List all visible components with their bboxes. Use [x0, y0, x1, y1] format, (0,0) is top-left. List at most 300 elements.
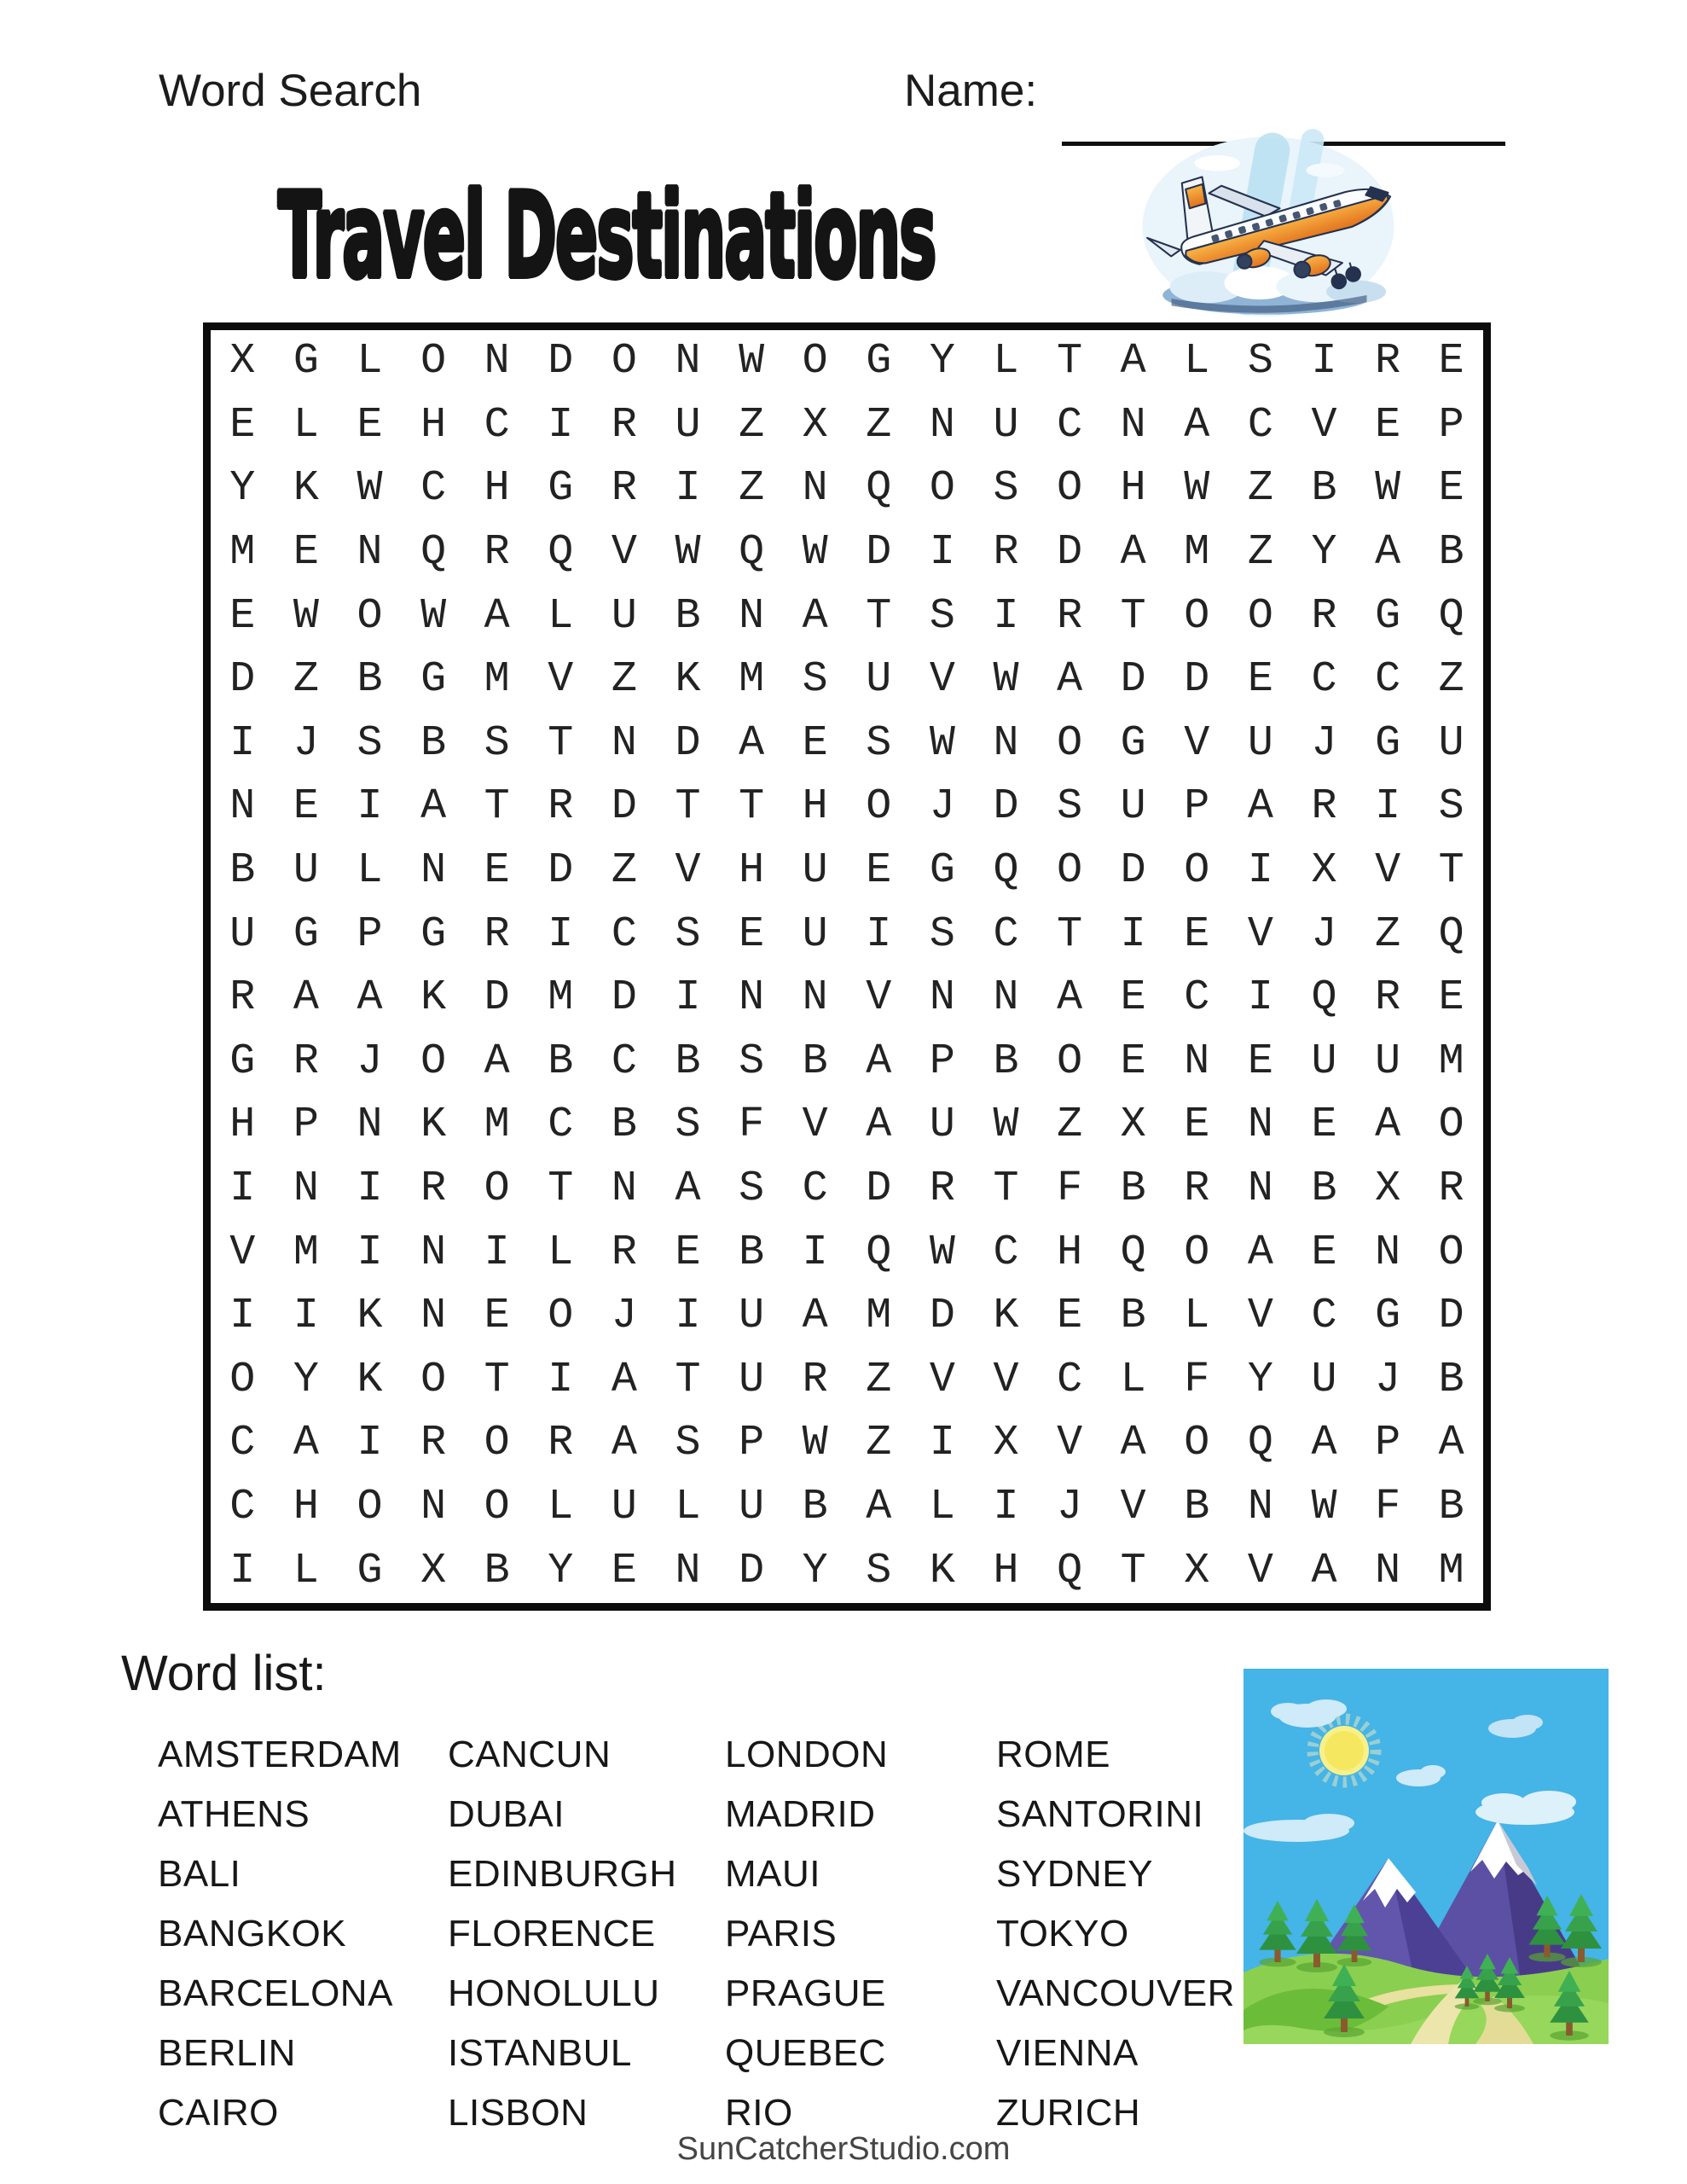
- word-list-item: BALI: [158, 1853, 241, 1895]
- grid-letter: B: [229, 846, 256, 896]
- word-list-heading: Word list:: [121, 1646, 327, 1701]
- grid-letter: P: [1184, 782, 1210, 832]
- grid-letter: B: [802, 1037, 828, 1086]
- grid-letter: N: [929, 400, 955, 450]
- grid-letter: G: [929, 846, 955, 896]
- grid-letter: L: [357, 337, 383, 386]
- grid-letter: L: [675, 1483, 701, 1532]
- grid-letter: L: [1120, 1355, 1146, 1404]
- grid-letter: S: [484, 718, 510, 768]
- grid-letter: V: [866, 973, 892, 1023]
- grid-letter: B: [1438, 1483, 1464, 1532]
- grid-letter: S: [929, 591, 955, 641]
- grid-letter: N: [357, 528, 383, 578]
- grid-letter: N: [802, 464, 828, 514]
- grid-letter: V: [1311, 400, 1337, 450]
- grid-letter: C: [993, 1228, 1019, 1277]
- word-list-item: EDINBURGH: [448, 1853, 677, 1895]
- grid-letter: U: [293, 846, 319, 896]
- grid-letter: P: [1375, 1419, 1401, 1468]
- grid-letter: W: [929, 718, 955, 768]
- grid-letter: N: [929, 973, 955, 1023]
- grid-letter: Y: [1247, 1355, 1273, 1404]
- grid-letter: S: [675, 1101, 701, 1150]
- grid-letter: A: [1438, 1419, 1464, 1468]
- grid-letter: Z: [866, 1419, 892, 1468]
- grid-letter: V: [229, 1228, 256, 1277]
- grid-letter: A: [1057, 655, 1083, 705]
- grid-letter: M: [484, 1101, 510, 1150]
- word-list-item: DUBAI: [448, 1793, 565, 1835]
- grid-letter: W: [1375, 464, 1401, 514]
- grid-letter: I: [1247, 973, 1273, 1023]
- grid-letter: R: [929, 1165, 955, 1214]
- grid-letter: D: [1184, 655, 1210, 705]
- grid-letter: L: [929, 1483, 955, 1532]
- grid-letter: Q: [993, 846, 1019, 896]
- grid-letter: V: [1247, 1546, 1273, 1595]
- grid-letter: N: [1247, 1101, 1273, 1150]
- grid-letter: K: [420, 973, 447, 1023]
- grid-letter: M: [484, 655, 510, 705]
- grid-letter: A: [675, 1165, 701, 1214]
- grid-letter: I: [229, 1292, 256, 1341]
- grid-letter: D: [611, 782, 637, 832]
- grid-letter: B: [675, 1037, 701, 1086]
- grid-letter: N: [802, 973, 828, 1023]
- word-list-column: [158, 1725, 448, 2143]
- grid-letter: V: [929, 655, 955, 705]
- grid-letter: Z: [866, 400, 892, 450]
- grid-letter: C: [1311, 1292, 1337, 1341]
- word-list-item: CANCUN: [448, 1734, 612, 1775]
- grid-letter: O: [420, 1355, 447, 1404]
- grid-letter: N: [420, 1292, 447, 1341]
- grid-letter: T: [1438, 846, 1464, 896]
- grid-letter: V: [675, 846, 701, 896]
- grid-letter: N: [293, 1165, 319, 1214]
- word-list-item: TOKYO: [996, 1913, 1129, 1955]
- grid-letter: D: [866, 528, 892, 578]
- grid-letter: E: [611, 1546, 637, 1595]
- grid-letter: B: [1438, 528, 1464, 578]
- airplane-illustration: [1136, 126, 1400, 324]
- grid-letter: C: [611, 1037, 637, 1086]
- grid-letter: T: [739, 782, 765, 832]
- grid-letter: U: [229, 909, 256, 959]
- grid-letter: O: [484, 1419, 510, 1468]
- grid-letter: B: [802, 1483, 828, 1532]
- grid-letter: V: [1247, 909, 1273, 959]
- grid-letter: O: [802, 337, 828, 386]
- grid-letter: R: [420, 1165, 447, 1214]
- grid-letter: W: [420, 591, 447, 641]
- grid-letter: R: [484, 909, 510, 959]
- grid-letter: S: [866, 718, 892, 768]
- grid-letter: G: [548, 464, 574, 514]
- grid-letter: F: [739, 1101, 765, 1150]
- grid-letter: G: [420, 909, 447, 959]
- grid-letter: I: [1311, 337, 1337, 386]
- grid-letter: T: [1057, 909, 1083, 959]
- word-list-item: PRAGUE: [725, 1972, 886, 2014]
- grid-letter: W: [802, 1419, 828, 1468]
- grid-letter: I: [993, 591, 1019, 641]
- grid-letter: I: [548, 1355, 574, 1404]
- grid-letter: E: [1375, 400, 1401, 450]
- grid-letter: E: [484, 1292, 510, 1341]
- grid-letter: O: [548, 1292, 574, 1341]
- grid-letter: Z: [1375, 909, 1401, 959]
- grid-letter: P: [293, 1101, 319, 1150]
- grid-letter: Z: [293, 655, 319, 705]
- grid-letter: E: [229, 400, 256, 450]
- grid-letter: U: [993, 400, 1019, 450]
- grid-letter: A: [1247, 1228, 1273, 1277]
- grid-letter: R: [548, 782, 574, 832]
- grid-letter: Q: [866, 464, 892, 514]
- grid-letter: S: [739, 1037, 765, 1086]
- grid-letter: V: [1057, 1419, 1083, 1468]
- grid-letter: B: [675, 591, 701, 641]
- grid-letter: R: [1057, 591, 1083, 641]
- grid-letter: O: [929, 464, 955, 514]
- grid-letter: M: [1438, 1037, 1464, 1086]
- grid-letter: E: [1120, 1037, 1146, 1086]
- grid-letter: O: [1057, 718, 1083, 768]
- grid-letter: R: [611, 400, 637, 450]
- grid-letter: G: [357, 1546, 383, 1595]
- grid-letter: D: [548, 337, 574, 386]
- grid-letter: A: [1311, 1419, 1337, 1468]
- grid-letter: X: [1375, 1165, 1401, 1214]
- word-list: [158, 1725, 1252, 2143]
- word-list-item: VANCOUVER: [996, 1972, 1235, 2014]
- grid-letter: L: [548, 591, 574, 641]
- word-list-column: [996, 1725, 1252, 2143]
- grid-letter: G: [1375, 718, 1401, 768]
- grid-letter: G: [420, 655, 447, 705]
- grid-letter: Q: [420, 528, 447, 578]
- grid-letter: C: [1375, 655, 1401, 705]
- grid-letter: S: [739, 1165, 765, 1214]
- word-list-item: BERLIN: [158, 2032, 296, 2074]
- grid-letter: A: [1120, 337, 1146, 386]
- grid-letter: X: [420, 1546, 447, 1595]
- grid-letter: B: [548, 1037, 574, 1086]
- grid-letter: O: [229, 1355, 256, 1404]
- grid-letter: F: [1375, 1483, 1401, 1532]
- grid-letter: V: [929, 1355, 955, 1404]
- grid-letter: A: [1120, 1419, 1146, 1468]
- grid-letter: I: [229, 1546, 256, 1595]
- grid-letter: D: [1057, 528, 1083, 578]
- grid-letter: Z: [1057, 1101, 1083, 1150]
- grid-letter: Q: [1057, 1546, 1083, 1595]
- grid-letter: W: [675, 528, 701, 578]
- grid-letter: D: [866, 1165, 892, 1214]
- grid-letter: G: [1120, 718, 1146, 768]
- grid-letter: B: [484, 1546, 510, 1595]
- grid-letter: C: [229, 1419, 256, 1468]
- grid-letter: S: [675, 1419, 701, 1468]
- word-list-item: CAIRO: [158, 2092, 279, 2134]
- grid-letter: H: [293, 1483, 319, 1532]
- grid-letter: H: [1120, 464, 1146, 514]
- grid-letter: W: [802, 528, 828, 578]
- grid-letter: N: [1120, 400, 1146, 450]
- grid-letter: B: [420, 718, 447, 768]
- grid-letter: H: [802, 782, 828, 832]
- grid-letter: X: [1311, 846, 1337, 896]
- grid-letter: N: [739, 591, 765, 641]
- grid-letter: E: [739, 909, 765, 959]
- grid-letter: N: [420, 846, 447, 896]
- grid-letter: I: [1120, 909, 1146, 959]
- grid-letter: B: [739, 1228, 765, 1277]
- grid-letter: B: [1438, 1355, 1464, 1404]
- grid-letter: R: [484, 528, 510, 578]
- grid-letter: A: [802, 591, 828, 641]
- grid-letter: N: [739, 973, 765, 1023]
- grid-letter: I: [357, 1165, 383, 1214]
- grid-letter: E: [866, 846, 892, 896]
- grid-letter: W: [993, 1101, 1019, 1150]
- grid-letter: Q: [548, 528, 574, 578]
- grid-letter: Y: [293, 1355, 319, 1404]
- grid-letter: H: [229, 1101, 256, 1150]
- grid-letter: L: [293, 1546, 319, 1595]
- puzzle-title: Travel Destinations: [278, 167, 936, 305]
- grid-letter: B: [611, 1101, 637, 1150]
- grid-letter: C: [484, 400, 510, 450]
- grid-letter: Q: [866, 1228, 892, 1277]
- grid-letter: J: [929, 782, 955, 832]
- grid-letter: W: [993, 655, 1019, 705]
- grid-letter: J: [611, 1292, 637, 1341]
- grid-letter: O: [420, 1037, 447, 1086]
- grid-letter: Q: [1120, 1228, 1146, 1277]
- grid-letter: O: [1057, 1037, 1083, 1086]
- grid-letter: W: [293, 591, 319, 641]
- grid-letter: O: [1057, 846, 1083, 896]
- footer-credit: SunCatcherStudio.com: [676, 2131, 1011, 2167]
- grid-letter: R: [420, 1419, 447, 1468]
- grid-letter: R: [548, 1419, 574, 1468]
- grid-letter: Q: [1438, 591, 1464, 641]
- grid-letter: U: [611, 591, 637, 641]
- grid-letter: A: [802, 1292, 828, 1341]
- grid-letter: A: [866, 1037, 892, 1086]
- grid-letter: Z: [866, 1355, 892, 1404]
- grid-letter: O: [866, 782, 892, 832]
- grid-letter: E: [1438, 464, 1464, 514]
- grid-letter: I: [293, 1292, 319, 1341]
- grid-letter: W: [1184, 464, 1210, 514]
- grid-letter: U: [802, 846, 828, 896]
- grid-letter: E: [1184, 1101, 1210, 1150]
- grid-letter: A: [1375, 1101, 1401, 1150]
- grid-letter: Y: [229, 464, 256, 514]
- grid-letter: L: [548, 1228, 574, 1277]
- grid-letter: Z: [739, 464, 765, 514]
- grid-letter: A: [1057, 973, 1083, 1023]
- grid-letter: V: [1184, 718, 1210, 768]
- grid-letter: A: [1375, 528, 1401, 578]
- grid-letter: L: [357, 846, 383, 896]
- grid-letter: F: [1057, 1165, 1083, 1214]
- grid-letter: L: [293, 400, 319, 450]
- grid-letter: G: [1375, 591, 1401, 641]
- word-list-item: QUEBEC: [725, 2032, 886, 2074]
- grid-letter: A: [420, 782, 447, 832]
- word-list-item: FLORENCE: [448, 1913, 656, 1955]
- word-list-item: ISTANBUL: [448, 2032, 632, 2074]
- grid-letter: T: [548, 718, 574, 768]
- grid-letter: I: [484, 1228, 510, 1277]
- grid-letter: F: [1184, 1355, 1210, 1404]
- grid-letter: U: [1120, 782, 1146, 832]
- grid-letter: E: [1311, 1101, 1337, 1150]
- grid-letter: O: [1184, 1419, 1210, 1468]
- grid-letter: C: [1057, 400, 1083, 450]
- grid-letter: S: [1057, 782, 1083, 832]
- name-label: Name:: [904, 66, 1038, 116]
- grid-letter: U: [1311, 1355, 1337, 1404]
- grid-letter: O: [357, 1483, 383, 1532]
- grid-letter: Y: [548, 1546, 574, 1595]
- grid-letter: Q: [739, 528, 765, 578]
- grid-letter: K: [357, 1292, 383, 1341]
- word-list-column: [448, 1725, 725, 2143]
- grid-letter: K: [420, 1101, 447, 1150]
- grid-letter: N: [484, 337, 510, 386]
- grid-letter: E: [1438, 337, 1464, 386]
- grid-letter: E: [484, 846, 510, 896]
- grid-letter: M: [866, 1292, 892, 1341]
- grid-letter: C: [229, 1483, 256, 1532]
- grid-letter: X: [1120, 1101, 1146, 1150]
- grid-letter: R: [1438, 1165, 1464, 1214]
- grid-letter: J: [1375, 1355, 1401, 1404]
- grid-letter: C: [1247, 400, 1273, 450]
- grid-letter: I: [1375, 782, 1401, 832]
- grid-letter: V: [993, 1355, 1019, 1404]
- grid-letter: I: [675, 973, 701, 1023]
- grid-letter: C: [420, 464, 447, 514]
- grid-letter: N: [993, 973, 1019, 1023]
- grid-letter: P: [929, 1037, 955, 1086]
- grid-letter: Q: [1438, 909, 1464, 959]
- grid-letter: C: [611, 909, 637, 959]
- grid-letter: M: [229, 528, 256, 578]
- grid-letter: J: [357, 1037, 383, 1086]
- grid-letter: O: [1057, 464, 1083, 514]
- grid-letter: C: [802, 1165, 828, 1214]
- word-list-item: SYDNEY: [996, 1853, 1153, 1895]
- grid-letter: T: [993, 1165, 1019, 1214]
- grid-letter: C: [1311, 655, 1337, 705]
- grid-letter: U: [739, 1355, 765, 1404]
- grid-letter: E: [1120, 973, 1146, 1023]
- grid-letter: I: [548, 400, 574, 450]
- word-list-column: [725, 1725, 996, 2143]
- grid-letter: I: [866, 909, 892, 959]
- grid-letter: U: [1438, 718, 1464, 768]
- grid-letter: N: [611, 1165, 637, 1214]
- grid-letter: R: [611, 464, 637, 514]
- grid-letter: B: [1311, 464, 1337, 514]
- grid-letter: I: [229, 1165, 256, 1214]
- grid-letter: S: [993, 464, 1019, 514]
- word-list-item: RIO: [725, 2092, 793, 2134]
- grid-letter: E: [293, 528, 319, 578]
- grid-letter: Y: [802, 1546, 828, 1595]
- grid-letter: B: [993, 1037, 1019, 1086]
- grid-letter: W: [1311, 1483, 1337, 1532]
- grid-letter: N: [675, 337, 701, 386]
- grid-letter: M: [739, 655, 765, 705]
- grid-letter: U: [802, 909, 828, 959]
- grid-letter: T: [675, 782, 701, 832]
- grid-letter: D: [993, 782, 1019, 832]
- grid-letter: O: [1184, 591, 1210, 641]
- grid-letter: I: [229, 718, 256, 768]
- grid-letter: D: [484, 973, 510, 1023]
- grid-letter: G: [866, 337, 892, 386]
- grid-letter: M: [1438, 1546, 1464, 1595]
- grid-letter: D: [1120, 655, 1146, 705]
- grid-letter: I: [802, 1228, 828, 1277]
- word-list-item: SANTORINI: [996, 1793, 1204, 1835]
- grid-letter: R: [1375, 337, 1401, 386]
- grid-letter: R: [1311, 782, 1337, 832]
- grid-letter: W: [929, 1228, 955, 1277]
- grid-letter: G: [1375, 1292, 1401, 1341]
- grid-letter: O: [1184, 1228, 1210, 1277]
- word-list-item: PARIS: [725, 1913, 838, 1955]
- grid-letter: A: [1311, 1546, 1337, 1595]
- grid-letter: I: [929, 1419, 955, 1468]
- grid-letter: T: [1057, 337, 1083, 386]
- grid-letter: L: [993, 337, 1019, 386]
- grid-letter: N: [420, 1228, 447, 1277]
- word-list-item: ZURICH: [996, 2092, 1141, 2134]
- grid-letter: A: [611, 1419, 637, 1468]
- grid-letter: U: [929, 1101, 955, 1150]
- grid-letter: O: [357, 591, 383, 641]
- word-list-item: BARCELONA: [158, 1972, 393, 2014]
- grid-letter: X: [993, 1419, 1019, 1468]
- grid-letter: S: [1247, 337, 1273, 386]
- grid-letter: B: [1184, 1483, 1210, 1532]
- grid-letter: R: [1184, 1165, 1210, 1214]
- grid-letter: U: [739, 1483, 765, 1532]
- grid-letter: K: [293, 464, 319, 514]
- grid-letter: B: [1120, 1165, 1146, 1214]
- grid-letter: A: [866, 1101, 892, 1150]
- grid-letter: R: [611, 1228, 637, 1277]
- grid-letter: C: [993, 909, 1019, 959]
- grid-letter: T: [866, 591, 892, 641]
- grid-letter: D: [548, 846, 574, 896]
- grid-letter: T: [484, 782, 510, 832]
- grid-letter: I: [675, 464, 701, 514]
- grid-letter: H: [1057, 1228, 1083, 1277]
- grid-letter: A: [611, 1355, 637, 1404]
- grid-letter: Z: [1247, 464, 1273, 514]
- grid-letter: T: [1120, 591, 1146, 641]
